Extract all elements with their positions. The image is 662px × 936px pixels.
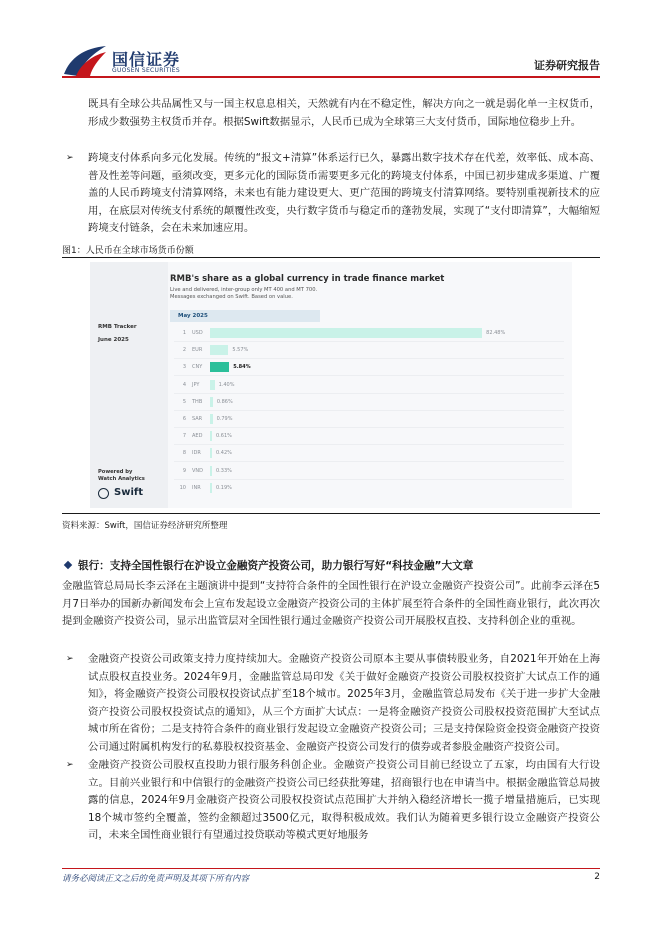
value-label-thb: 0.86% xyxy=(216,398,233,405)
chart-sidebar xyxy=(90,262,168,508)
diamond-bullet-icon xyxy=(64,561,72,569)
value-label-idr: 0.42% xyxy=(216,450,232,457)
rank-label-aed: 7 xyxy=(182,433,186,440)
powered-by-line-1: Powered by xyxy=(98,469,133,475)
row-separator xyxy=(174,479,564,480)
bar-aed xyxy=(210,431,212,441)
guosen-logo-icon xyxy=(62,44,108,78)
rank-label-jpy: 4 xyxy=(182,381,186,388)
company-logo xyxy=(62,44,192,80)
logo-name-en: GUOSEN SECURITIES xyxy=(112,67,181,74)
bullet-policy-support: 金融资产投资公司政策支持力度持续加大。金融资产投资公司原本主要从事债转股业务，自2021年开始在上海试点股权直投业务。2024年9月，金融监管总局印发《关于做好金融资产投资公司股权投资扩大试点工作的通知》，将金融资产投资公司股权投资试点扩至18个城市。2025年3月，金融监管总局发布《关于进一步扩大金融资产投资公司股权投资试点的通知》，从三个方面扩大试点：一是将金融资产投资公司股权投资范围扩大至试点城市所在省份；二是支持符合条件的商业银行发起设立金融资产投资公司；三是支持保险资金投资金融资产投资公司通过附属机构发行的私募股权投资基金、金融资产投资公司发行的债券或者参股金融资产投资公司。 xyxy=(88,653,600,753)
value-label-inr: 0.19% xyxy=(216,484,232,491)
row-separator xyxy=(174,358,564,359)
tracker-label: RMB Tracker xyxy=(98,324,137,330)
rank-label-inr: 10 xyxy=(179,484,186,491)
bar-sar xyxy=(210,414,213,424)
bullet-arrow-icon: ➢ xyxy=(66,654,74,664)
swift-logo xyxy=(98,486,158,500)
currency-label-jpy: JPY xyxy=(192,381,200,388)
row-separator xyxy=(174,341,564,342)
chart-title: RMB's share as a global currency in trade finance market xyxy=(170,274,445,284)
row-separator xyxy=(174,444,564,445)
footer-divider xyxy=(62,868,600,869)
rank-label-eur: 2 xyxy=(182,347,186,354)
figure-top-rule xyxy=(62,257,600,258)
row-separator xyxy=(174,427,564,428)
section-paragraph: 金融监管总局局长李云泽在主题演讲中提到“支持符合条件的全国性银行在沪设立金融资产投资公司”。此前李云泽在5月7日举办的国新办新闻发布会上宣布发起设立金融资产投资公司的主体扩展至符合条件的全国性商业银行，此次再次提到金融资产投资公司，显示出监管层对全国性银行通过金融资产投资公司开展股权直投、支持科创企业的重视。 xyxy=(62,580,600,627)
bar-jpy xyxy=(210,380,215,390)
bullet-equity-investment: 金融资产投资公司股权直投助力银行服务科创企业。金融资产投资公司目前已经设立了五家，均由国有大行设立。目前兴业银行和中信银行的金融资产投资公司已经获批筹建，招商银行也在申请当中。根据金融监管总局披露的信息，2024年9月金融资产投资公司股权投资试点范围扩大并纳入稳经济增长一揽子增量措施后，已实现18个城市签约全覆盖，签约金额超过3500亿元，取得积极成效。我们认为随着更多银行设立金融资产投资公司，未来全国性商业银行有望通过投贷联动等模式更好地服务 xyxy=(88,759,600,841)
value-label-vnd: 0.33% xyxy=(216,467,232,474)
value-label-aed: 0.61% xyxy=(216,433,232,440)
section-heading-text: 银行：支持全国性银行在沪设立金融资产投资公司，助力银行写好“科技金融”大文章 xyxy=(78,560,474,572)
value-label-cny: 5.84% xyxy=(233,364,251,371)
bar-usd xyxy=(210,328,482,338)
swift-icon xyxy=(98,488,109,499)
bar-thb xyxy=(210,397,213,407)
bar-inr xyxy=(210,483,212,493)
header-divider xyxy=(62,76,600,78)
rmb-share-chart xyxy=(90,262,572,508)
powered-by-line-2: Watch Analytics xyxy=(98,476,145,482)
rank-label-usd: 1 xyxy=(182,330,186,336)
rank-label-sar: 6 xyxy=(182,416,186,422)
page-number: 2 xyxy=(594,872,600,882)
currency-label-vnd: VND xyxy=(192,467,204,474)
bar-cny xyxy=(210,362,229,372)
figure-bottom-rule xyxy=(62,513,600,514)
powered-by xyxy=(98,469,145,483)
currency-label-idr: IDR xyxy=(192,450,201,457)
tracker-date: June 2025 xyxy=(98,337,129,343)
intro-paragraph: 既具有全球公共品属性又与一国主权息息相关，天然就有内在不稳定性，解决方向之一就是弱化单一主权货币，形成少数强势主权货币并存。根据Swift数据显示，人民币已成为全球第三大支付货币，国际地位稳步上升。 xyxy=(88,98,600,128)
rank-label-vnd: 9 xyxy=(182,467,186,474)
figure-caption: 图1：人民币在全球市场货币份额 xyxy=(62,246,194,256)
currency-label-inr: INR xyxy=(192,484,201,491)
bullet-arrow-icon: ➢ xyxy=(66,760,74,770)
value-label-eur: 5.57% xyxy=(232,347,249,354)
currency-label-cny: CNY xyxy=(192,364,203,371)
chart-subtitle-1: Live and delivered, inter-group only MT 400 and MT 700. xyxy=(170,287,318,293)
value-label-sar: 0.79% xyxy=(216,416,233,422)
bullet-arrow-icon: ➢ xyxy=(66,153,74,163)
currency-label-usd: USD xyxy=(192,330,203,336)
section-heading xyxy=(62,558,473,573)
currency-label-aed: AED xyxy=(192,433,203,440)
value-label-usd: 82.48% xyxy=(486,330,506,336)
currency-label-eur: EUR xyxy=(192,347,203,354)
footer-disclaimer: 请务必阅读正文之后的免责声明及其项下所有内容 xyxy=(62,874,250,884)
bar-vnd xyxy=(210,466,212,476)
logo-name-cn: 国信证券 xyxy=(112,50,181,69)
bar-eur xyxy=(210,345,228,355)
report-type-label: 证券研究报告 xyxy=(534,59,600,72)
row-separator xyxy=(174,410,564,411)
currency-label-sar: SAR xyxy=(192,416,203,422)
value-label-jpy: 1.40% xyxy=(218,381,235,388)
period-badge: May 2025 xyxy=(170,310,320,322)
row-separator xyxy=(174,375,564,376)
swift-brand: Swift xyxy=(114,487,143,498)
currency-label-thb: THB xyxy=(192,398,203,405)
rank-label-thb: 5 xyxy=(182,398,186,405)
rank-label-idr: 8 xyxy=(182,450,186,457)
row-separator xyxy=(174,393,564,394)
figure-source: 资料来源：Swift，国信证券经济研究所整理 xyxy=(62,521,228,531)
bar-idr xyxy=(210,448,212,458)
chart-subtitle-2: Messages exchanged on Swift. Based on value. xyxy=(170,294,293,300)
bullet-cross-border-payment: 跨境支付体系向多元化发展。传统的“报文+清算”体系运行已久，暴露出数字技术存在代差，效率低、成本高、普及性差等问题，亟须改变，更多元化的国际货币需要更多元化的跨境支付体系，中国已初步建成多渠道、广覆盖的人民币跨境支付清算网络，未来也有能力建设更大、更广范围的跨境支付清算网络。要特别重视新技术的应用，在底层对传统支付系统的颠覆性改变，央行数字货币与稳定币的蓬勃发展，实现了“支付即清算”，大幅缩短跨境支付链条，会在未来加速应用。 xyxy=(88,152,600,234)
rank-label-cny: 3 xyxy=(182,364,186,371)
row-separator xyxy=(174,461,564,462)
